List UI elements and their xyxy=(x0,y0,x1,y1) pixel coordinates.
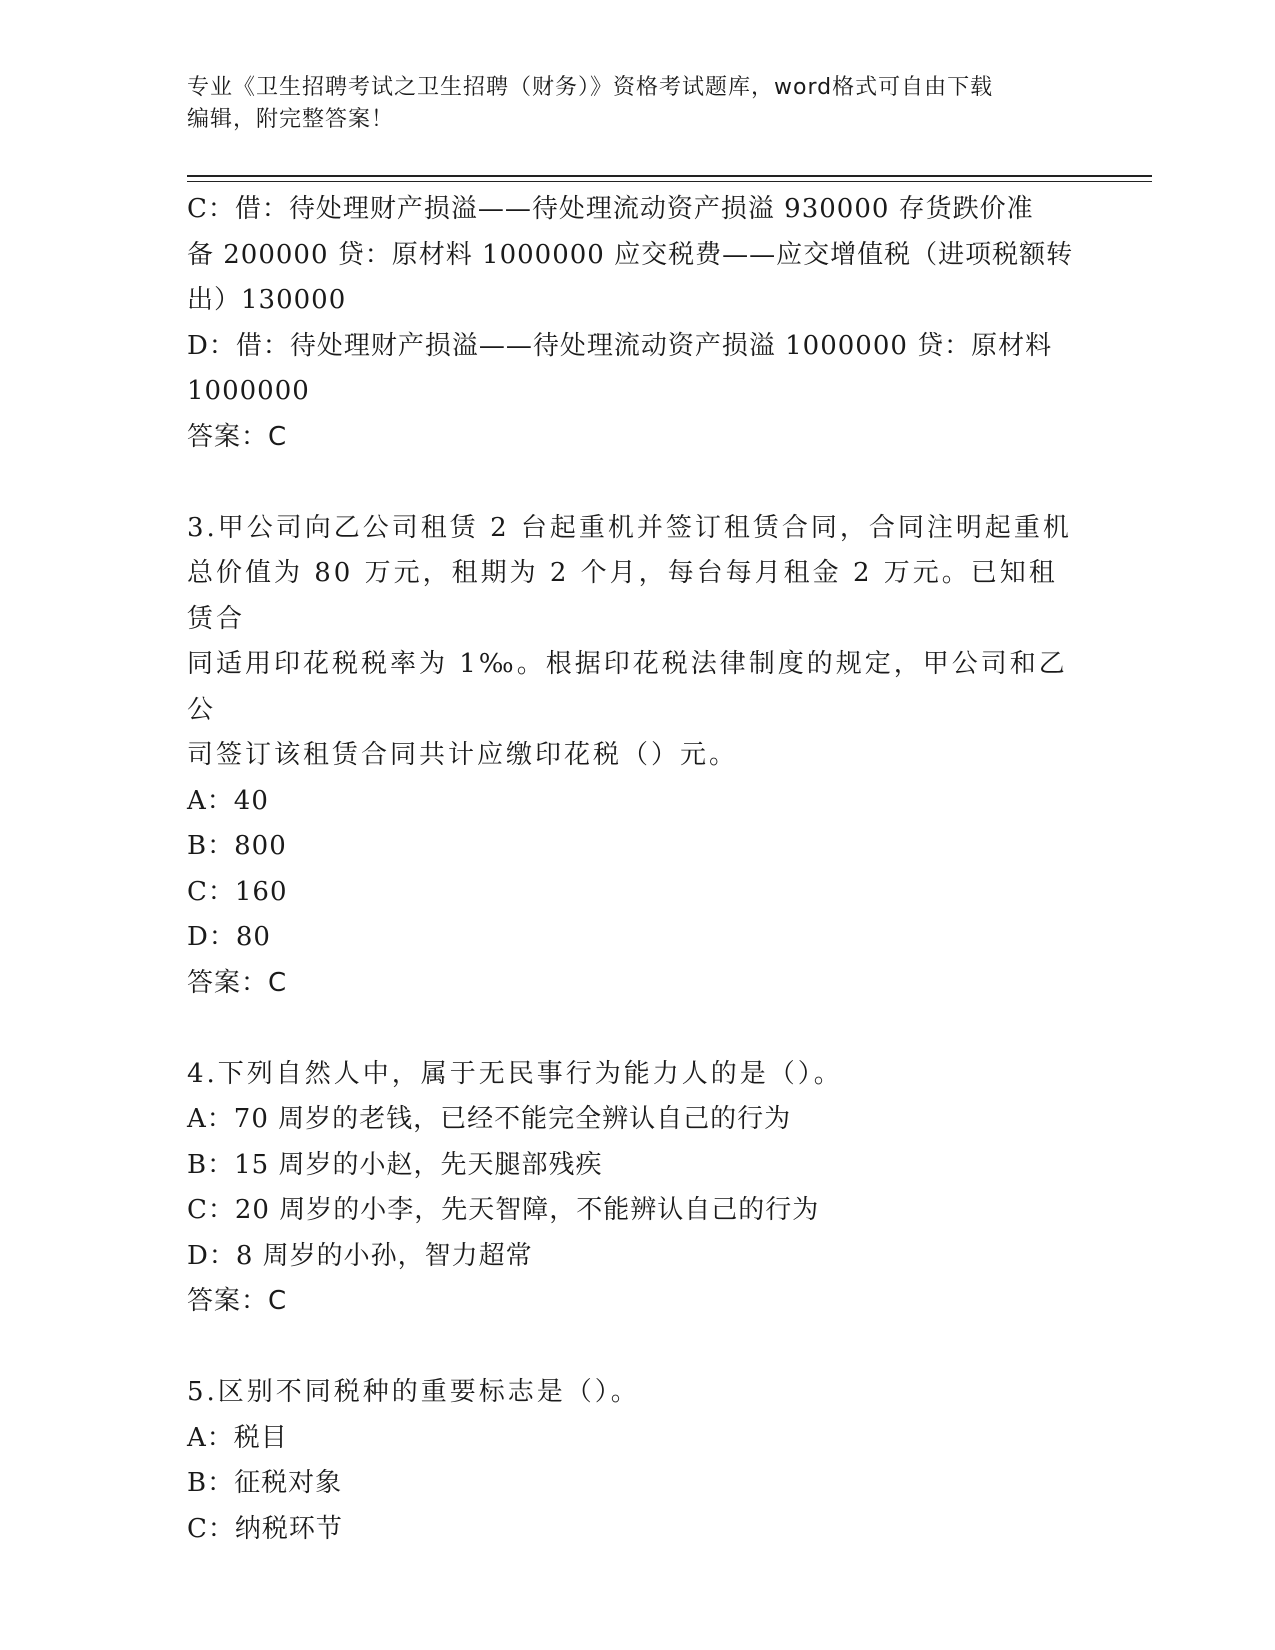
spacer xyxy=(187,460,1077,506)
spacer xyxy=(187,1325,1077,1371)
q3-option-b: B：800 xyxy=(187,831,287,861)
q3-option-a: A：40 xyxy=(187,785,269,816)
question-2-tail xyxy=(187,187,1077,460)
header-line-2: 编辑，附完整答案！ xyxy=(187,107,395,132)
header-divider-thick xyxy=(187,175,1152,177)
document-header xyxy=(187,72,1087,136)
question-5 xyxy=(187,1370,1077,1552)
q3-stem-line2: 总价值为 80 万元，租期为 2 个月，每台每月租金 2 万元。已知租赁合 xyxy=(187,558,1058,634)
q5-option-a: A：税目 xyxy=(187,1422,288,1453)
q2-answer: 答案：C xyxy=(187,421,288,452)
question-4 xyxy=(187,1052,1077,1325)
q3-stem-line4: 司签订该租赁合同共计应缴印花税（）元。 xyxy=(187,740,739,770)
header-line-1: 专业《卫生招聘考试之卫生招聘（财务）》资格考试题库，word格式可自由下载 xyxy=(187,75,994,100)
q2-option-d-line1: D：借：待处理财产损溢——待处理流动资产损溢 1000000 贷：原材料 xyxy=(187,330,1053,361)
q2-option-c-line3: 出）130000 xyxy=(187,285,347,315)
q4-option-d: D：8 周岁的小孙，智力超常 xyxy=(187,1240,533,1271)
q4-option-b: B：15 周岁的小赵，先天腿部残疾 xyxy=(187,1149,603,1180)
q3-stem-line3: 同适用印花税税率为 1‰。根据印花税法律制度的规定，甲公司和乙公 xyxy=(187,649,1068,725)
header-divider-thin xyxy=(187,181,1152,182)
q5-option-c: C：纳税环节 xyxy=(187,1513,343,1544)
q3-stem-line1: 3.甲公司向乙公司租赁 2 台起重机并签订租赁合同，合同注明起重机 xyxy=(187,512,1072,543)
q5-option-b: B：征税对象 xyxy=(187,1468,343,1498)
q2-option-d-line2: 1000000 xyxy=(187,376,310,406)
q3-answer: 答案：C xyxy=(187,967,288,998)
q4-option-a: A：70 周岁的老钱，已经不能完全辨认自己的行为 xyxy=(187,1104,792,1134)
question-3 xyxy=(187,506,1077,1007)
q5-stem: 5.区别不同税种的重要标志是（）。 xyxy=(187,1377,640,1407)
document-body xyxy=(187,187,1077,1552)
q2-option-c-line2: 备 200000 贷：原材料 1000000 应交税费——应交增值税（进项税额转 xyxy=(187,239,1074,270)
q3-option-c: C：160 xyxy=(187,876,288,907)
q4-option-c: C：20 周岁的小李，先天智障，不能辨认自己的行为 xyxy=(187,1195,820,1225)
spacer xyxy=(187,1006,1077,1052)
q4-answer: 答案：C xyxy=(187,1286,288,1316)
q3-option-d: D：80 xyxy=(187,922,271,952)
q2-option-c-line1: C：借：待处理财产损溢——待处理流动资产损溢 930000 存货跌价准 xyxy=(187,194,1034,224)
q4-stem: 4.下列自然人中，属于无民事行为能力人的是（）。 xyxy=(187,1058,843,1089)
